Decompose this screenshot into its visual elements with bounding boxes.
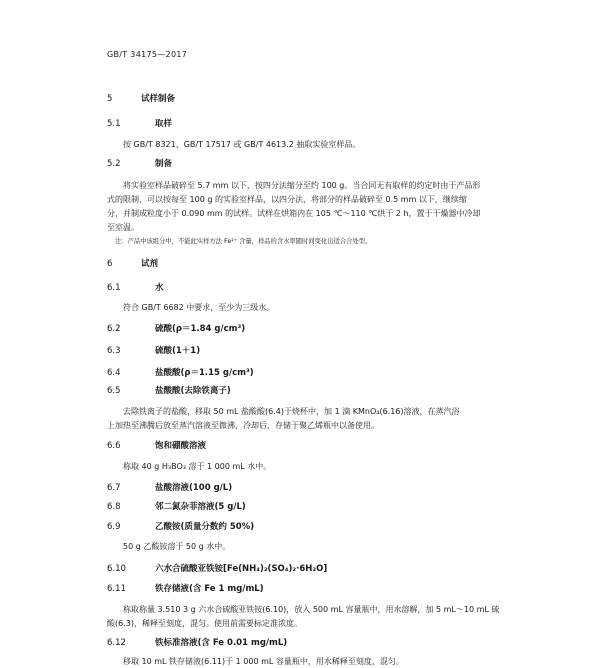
note-text: 注：产品中该组分中，不能此实样方法 Fe²⁺ 含量，样品的含水率随时间变化出适合合处型。: [115, 238, 372, 245]
section-heading: 6.6 饱和硼酸溶液: [107, 441, 207, 451]
paragraph-line: 按 GB/T 8321、GB/T 17517 或 GB/T 4613.2 抽取实验室样品。: [123, 140, 361, 149]
section-heading: 5 试样制备: [107, 94, 176, 104]
section-heading: 6.11 铁存储液(含 Fe 1 mg/mL): [107, 584, 264, 594]
section-heading: 5.1 取样: [107, 119, 173, 129]
paragraph-line: 分，并制成粒度小于 0.090 mm 的试样。试样在烘箱内在 105 ℃～110 ℃烘干 2 h，置于干燥器中冷却: [107, 209, 481, 218]
paragraph-line: 酸(6.3)，稀释至刻度，混匀。使用前需要标定准浓度。: [107, 619, 302, 628]
section-heading: 5.2 制备: [107, 159, 173, 169]
section-heading: 6.3 硫酸(1＋1): [107, 346, 201, 356]
paragraph-line: 50 g 乙酸铵溶于 50 g 水中。: [123, 542, 231, 551]
section-heading: 6.2 硫酸(ρ＝1.84 g/cm³): [107, 324, 246, 334]
section-heading: 6.4 盐酸酸(ρ＝1.15 g/cm³): [107, 368, 254, 378]
paragraph-line: 符合 GB/T 6682 中要求，至少为三级水。: [123, 303, 275, 312]
paragraph-line: 去除铁离子的盐酸，移取 50 mL 盐酸酸(6.4)于烧杯中，加 1 滴 KMnO₄(6.16)溶液，在蒸汽浴: [123, 407, 460, 416]
section-heading: 6 试剂: [107, 259, 159, 269]
section-heading: 6.5 盐酸酸(去除铁离子): [107, 386, 231, 396]
section-heading: 6.1 水: [107, 283, 164, 293]
paragraph-line: 称取称量 3.510 3 g 六水合硫酸亚铁铵(6.10)，放入 500 mL 容量瓶中，用水溶解，加 5 mL～10 mL 硫: [123, 605, 500, 614]
paragraph-line: 将实验室样品破碎至 5.7 mm 以下，按四分法缩分至约 100 g。当合同无有取样的约定时由于产品形: [123, 181, 481, 190]
paragraph-line: 式的限制，可以按每至 100 g 的实验室样品，以四分法，将部分的样品破碎至 0.5 mm 以下，继续缩: [107, 195, 467, 204]
section-heading: 6.10 六水合硫酸亚铁铵[Fe(NH₄)₂(SO₄)₂·6H₂O]: [107, 564, 328, 574]
section-heading: 6.8 邻二氮杂菲溶液(5 g/L): [107, 502, 246, 512]
paragraph-line: 至室温。: [107, 223, 139, 232]
paragraph-line: 移取 10 mL 铁存储液(6.11)于 1 000 mL 容量瓶中，用水稀释至刻度，混匀。: [123, 657, 404, 666]
section-heading: 6.7 盐酸溶液(100 g/L): [107, 483, 233, 493]
paragraph-line: 上加热至沸腾后放至蒸汽溶液至微沸，冷却后，存储于聚乙烯瓶中以备使用。: [107, 421, 379, 430]
paragraph-line: 称取 40 g H₃BO₃ 溶于 1 000 mL 水中。: [123, 462, 272, 471]
section-heading: 6.9 乙酸铵(质量分数约 50%): [107, 522, 255, 532]
standard-header: GB/T 34175—2017: [107, 50, 188, 59]
section-heading: 6.12 铁标准溶液(含 Fe 0.01 mg/mL): [107, 638, 288, 648]
